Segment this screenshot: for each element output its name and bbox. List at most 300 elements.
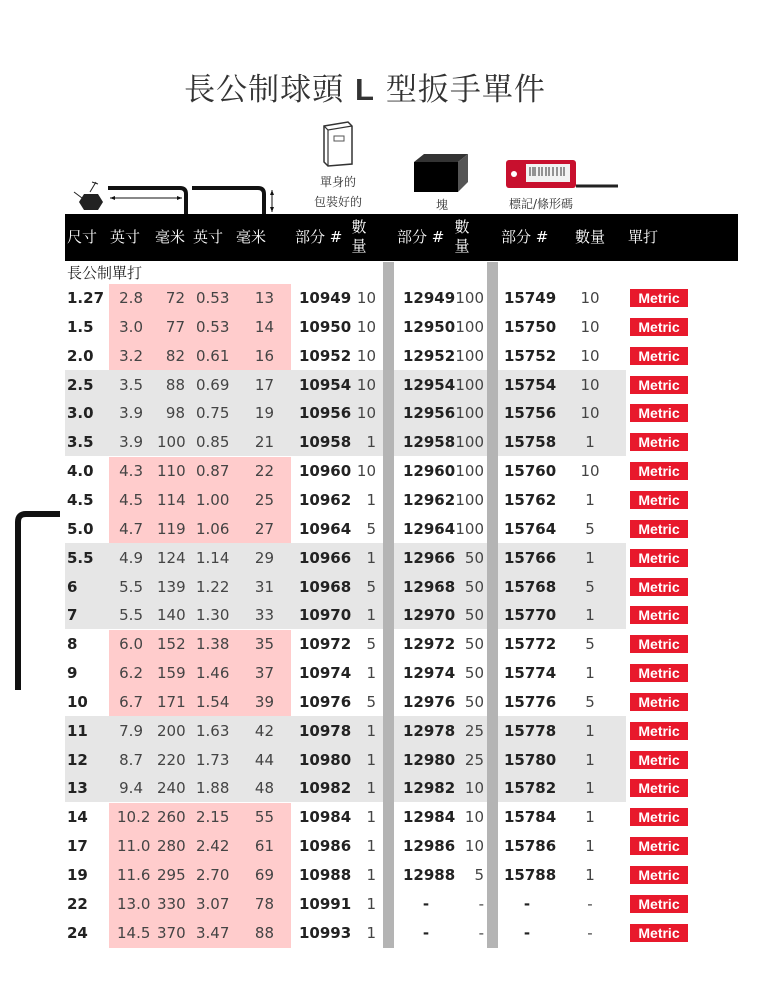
- mm-cell: 37: [254, 664, 274, 683]
- quantity-cell: 1: [585, 721, 595, 740]
- quantity-cell: 1: [366, 837, 376, 856]
- quantity-cell: -: [587, 894, 593, 913]
- part-number-cell: 10993: [299, 923, 352, 942]
- size-cell: 13: [67, 779, 88, 798]
- mm-cell: 88: [254, 923, 274, 942]
- part-number-cell: 10952: [299, 346, 352, 365]
- table-row: [0, 515, 770, 543]
- size-cell: 5.5: [67, 548, 94, 567]
- part-number-cell: 12958: [403, 433, 456, 452]
- part-number-cell: 10984: [299, 808, 352, 827]
- mm-cell: 152: [157, 635, 186, 654]
- part-number-cell: 10982: [299, 779, 352, 798]
- quantity-cell: 1: [585, 606, 595, 625]
- table-row: [0, 457, 770, 485]
- inch-cell: 14.5: [117, 923, 151, 942]
- single-package-caption: 單身的 包裝好的: [313, 175, 362, 209]
- quantity-cell: 10: [356, 317, 376, 336]
- quantity-cell: 100: [455, 519, 484, 538]
- mm-cell: 100: [157, 433, 186, 452]
- quantity-cell: 10: [580, 346, 600, 365]
- part-number-cell: 10991: [299, 894, 352, 913]
- quantity-cell: 1: [366, 779, 376, 798]
- part-number-cell: 12950: [403, 317, 456, 336]
- quantity-cell: 10: [580, 375, 600, 394]
- part-number-cell: 12954: [403, 375, 456, 394]
- quantity-cell: 1: [585, 750, 595, 769]
- mm-cell: 39: [254, 692, 274, 711]
- header-inch-2: 英寸: [193, 228, 224, 246]
- part-number-cell: 15752: [504, 346, 557, 365]
- inch-cell: 1.06: [196, 519, 230, 538]
- part-number-cell: 15749: [504, 289, 557, 307]
- mm-cell: 140: [157, 606, 186, 625]
- part-number-cell: 10956: [299, 404, 352, 423]
- part-number-cell: -: [523, 923, 531, 942]
- page-title: 長公制球頭 L 型扳手單件: [184, 72, 546, 108]
- part-number-cell: 10960: [299, 462, 352, 481]
- quantity-cell: 1: [366, 490, 376, 509]
- inch-cell: 0.53: [196, 317, 230, 336]
- metric-badge: Metric: [630, 520, 688, 538]
- mm-cell: 69: [254, 866, 274, 884]
- part-number-cell: 12956: [403, 404, 456, 423]
- inch-cell: 1.38: [196, 635, 230, 654]
- part-number-cell: 15760: [504, 462, 557, 481]
- metric-badge: Metric: [630, 837, 688, 855]
- barcode-label-icon: [504, 158, 620, 194]
- metric-badge: Metric: [630, 347, 688, 365]
- quantity-cell: 5: [366, 577, 376, 596]
- quantity-cell: 50: [464, 692, 484, 711]
- table-row: [0, 428, 770, 456]
- part-number-cell: 12986: [403, 837, 456, 856]
- inch-cell: 11.6: [117, 866, 151, 884]
- part-number-cell: 12964: [403, 519, 456, 538]
- inch-cell: 1.54: [196, 692, 230, 711]
- inch-cell: 1.46: [196, 664, 230, 683]
- mm-cell: 31: [254, 577, 274, 596]
- inch-cell: 0.69: [196, 375, 230, 394]
- inch-cell: 2.70: [196, 866, 230, 884]
- table-header: [65, 214, 738, 261]
- metric-badge: Metric: [630, 491, 688, 509]
- mm-cell: 88: [165, 375, 185, 394]
- quantity-cell: 1: [585, 779, 595, 798]
- mm-cell: 29: [254, 548, 274, 567]
- inch-cell: 1.73: [196, 750, 230, 769]
- inch-cell: 11.0: [117, 837, 151, 856]
- part-number-cell: 15788: [504, 866, 557, 884]
- part-number-cell: 15774: [504, 664, 557, 683]
- quantity-cell: 1: [585, 808, 595, 827]
- mm-cell: 33: [254, 606, 274, 625]
- part-number-cell: 15770: [504, 606, 557, 625]
- quantity-cell: 100: [455, 490, 484, 509]
- table-row: [0, 890, 770, 918]
- header-qty-1: 數 量: [351, 218, 367, 255]
- mm-cell: 25: [254, 490, 274, 509]
- mm-cell: 44: [254, 750, 274, 769]
- mm-cell: 21: [254, 433, 274, 452]
- table-row: [0, 746, 770, 774]
- quantity-cell: 50: [464, 606, 484, 625]
- part-number-cell: 10954: [299, 375, 352, 394]
- mm-cell: 17: [254, 375, 274, 394]
- part-number-cell: 10966: [299, 548, 352, 567]
- mm-cell: 119: [157, 519, 186, 538]
- mm-cell: 42: [254, 721, 274, 740]
- mm-cell: 82: [165, 346, 185, 365]
- metric-badge: Metric: [630, 664, 688, 682]
- quantity-cell: 1: [366, 894, 376, 913]
- inch-cell: 0.75: [196, 404, 230, 423]
- size-cell: 17: [67, 837, 88, 856]
- size-cell: 7: [67, 606, 78, 625]
- part-number-cell: 15772: [504, 635, 557, 654]
- part-number-cell: 12972: [403, 635, 456, 654]
- size-cell: 2.5: [67, 375, 94, 394]
- mm-cell: 330: [157, 894, 186, 913]
- quantity-cell: 10: [464, 837, 484, 856]
- metric-badge: Metric: [630, 693, 688, 711]
- single-package-icon: [318, 120, 356, 168]
- table-row: [0, 861, 770, 889]
- part-number-cell: 15786: [504, 837, 557, 856]
- mm-cell: 280: [157, 837, 186, 856]
- quantity-cell: 1: [585, 548, 595, 567]
- inch-cell: 1.63: [196, 721, 230, 740]
- part-number-cell: 10970: [299, 606, 352, 625]
- part-number-cell: 12974: [403, 664, 456, 683]
- part-number-cell: 12952: [403, 346, 456, 365]
- quantity-cell: 1: [585, 837, 595, 856]
- size-cell: 9: [67, 664, 78, 683]
- mm-cell: 260: [157, 808, 186, 827]
- quantity-cell: 5: [585, 519, 595, 538]
- part-number-cell: 10978: [299, 721, 352, 740]
- quantity-cell: 5: [585, 577, 595, 596]
- size-cell: 1.5: [67, 317, 94, 336]
- part-number-cell: 10964: [299, 519, 352, 538]
- size-cell: 14: [67, 808, 88, 827]
- header-part-1: 部分 #: [295, 228, 343, 246]
- block-package-icon: [412, 152, 470, 194]
- header-size: 尺寸: [67, 228, 98, 246]
- quantity-cell: 100: [455, 346, 484, 365]
- header-mm-1: 毫米: [155, 228, 186, 246]
- header-part-2: 部分 #: [397, 228, 445, 246]
- section-label: 長公制單打: [67, 264, 143, 282]
- table-row: [0, 399, 770, 427]
- metric-badge: Metric: [630, 895, 688, 913]
- part-number-cell: 10986: [299, 837, 352, 856]
- size-cell: 11: [67, 721, 88, 740]
- part-number-cell: 12978: [403, 721, 456, 740]
- inch-cell: 0.87: [196, 462, 230, 481]
- part-number-cell: 12988: [403, 866, 456, 884]
- table-row: [0, 371, 770, 399]
- quantity-cell: 1: [585, 433, 595, 452]
- quantity-cell: 5: [585, 692, 595, 711]
- inch-cell: 2.15: [196, 808, 230, 827]
- mm-cell: 55: [254, 808, 274, 827]
- part-number-cell: 10950: [299, 317, 352, 336]
- quantity-cell: 1: [366, 866, 376, 884]
- size-cell: 6: [67, 577, 78, 596]
- inch-cell: 3.9: [119, 404, 143, 423]
- size-cell: 19: [67, 866, 88, 884]
- table-row: [0, 832, 770, 860]
- mm-cell: 370: [157, 923, 186, 942]
- table-row: [0, 342, 770, 370]
- inch-cell: 6.0: [119, 635, 143, 654]
- part-number-cell: 12984: [403, 808, 456, 827]
- part-number-cell: 10980: [299, 750, 352, 769]
- quantity-cell: 10: [464, 779, 484, 798]
- part-number-cell: -: [523, 894, 531, 913]
- table-row: [0, 544, 770, 572]
- table-row: [0, 284, 770, 312]
- mm-cell: 110: [157, 462, 186, 481]
- inch-cell: 4.5: [119, 490, 143, 509]
- quantity-cell: 1: [366, 750, 376, 769]
- part-number-cell: 10949: [299, 289, 352, 307]
- metric-badge: Metric: [630, 635, 688, 653]
- quantity-cell: 10: [356, 289, 376, 307]
- mm-cell: 19: [254, 404, 274, 423]
- part-number-cell: -: [422, 923, 430, 942]
- quantity-cell: 1: [366, 721, 376, 740]
- part-number-cell: 15762: [504, 490, 557, 509]
- part-number-cell: 12966: [403, 548, 456, 567]
- part-number-cell: 10976: [299, 692, 352, 711]
- metric-badge: Metric: [630, 808, 688, 826]
- size-cell: 2.0: [67, 346, 94, 365]
- inch-cell: 3.0: [119, 317, 143, 336]
- mm-cell: 98: [165, 404, 185, 423]
- table-row: [0, 688, 770, 716]
- quantity-cell: 25: [464, 750, 484, 769]
- size-cell: 4.5: [67, 490, 94, 509]
- part-number-cell: 10974: [299, 664, 352, 683]
- inch-cell: 4.7: [119, 519, 143, 538]
- part-number-cell: 12962: [403, 490, 456, 509]
- quantity-cell: 1: [585, 866, 595, 884]
- header-single: 單打: [628, 228, 659, 246]
- metric-badge: Metric: [630, 866, 688, 884]
- quantity-cell: 50: [464, 664, 484, 683]
- metric-badge: Metric: [630, 404, 688, 422]
- quantity-cell: 5: [474, 866, 484, 884]
- quantity-cell: 1: [366, 433, 376, 452]
- quantity-cell: 50: [464, 548, 484, 567]
- inch-cell: 0.61: [196, 346, 230, 365]
- mm-cell: 124: [157, 548, 186, 567]
- part-number-cell: 12982: [403, 779, 456, 798]
- metric-badge: Metric: [630, 376, 688, 394]
- part-number-cell: 10962: [299, 490, 352, 509]
- size-cell: 1.27: [67, 289, 105, 307]
- quantity-cell: 10: [580, 404, 600, 423]
- inch-cell: 6.2: [119, 664, 143, 683]
- inch-cell: 5.5: [119, 606, 143, 625]
- barcode-caption: 標記/條形碼: [508, 197, 574, 211]
- quantity-cell: 1: [585, 664, 595, 683]
- header-part-3: 部分 #: [501, 228, 549, 246]
- quantity-cell: 10: [464, 808, 484, 827]
- inch-cell: 1.22: [196, 577, 230, 596]
- part-number-cell: 15756: [504, 404, 557, 423]
- inch-cell: 2.8: [119, 289, 143, 307]
- quantity-cell: 1: [366, 808, 376, 827]
- inch-cell: 5.5: [119, 577, 143, 596]
- quantity-cell: 100: [455, 433, 484, 452]
- inch-cell: 9.4: [119, 779, 143, 798]
- quantity-cell: 5: [585, 635, 595, 654]
- quantity-cell: 10: [356, 375, 376, 394]
- inch-cell: 1.00: [196, 490, 230, 509]
- table-row: [0, 601, 770, 629]
- quantity-cell: 10: [356, 404, 376, 423]
- size-cell: 24: [67, 923, 88, 942]
- table-row: [0, 717, 770, 745]
- part-number-cell: 10988: [299, 866, 352, 884]
- part-number-cell: 15776: [504, 692, 557, 711]
- table-row: [0, 313, 770, 341]
- mm-cell: 13: [254, 289, 274, 307]
- short-arm-dimension-icon: [192, 184, 278, 214]
- metric-badge: Metric: [630, 924, 688, 942]
- metric-badge: Metric: [630, 549, 688, 567]
- part-number-cell: 15780: [504, 750, 557, 769]
- metric-badge: Metric: [630, 779, 688, 797]
- inch-cell: 0.53: [196, 289, 230, 307]
- quantity-cell: 50: [464, 635, 484, 654]
- inch-cell: 1.14: [196, 548, 230, 567]
- part-number-cell: 12968: [403, 577, 456, 596]
- mm-cell: 35: [254, 635, 274, 654]
- inch-cell: 2.42: [196, 837, 230, 856]
- inch-cell: 3.2: [119, 346, 143, 365]
- quantity-cell: 50: [464, 577, 484, 596]
- size-cell: 3.0: [67, 404, 94, 423]
- size-cell: 10: [67, 692, 88, 711]
- quantity-cell: 1: [366, 664, 376, 683]
- part-number-cell: 15766: [504, 548, 557, 567]
- mm-cell: 16: [254, 346, 274, 365]
- table-row: [0, 573, 770, 601]
- inch-cell: 3.9: [119, 433, 143, 452]
- inch-cell: 1.88: [196, 779, 230, 798]
- metric-badge: Metric: [630, 578, 688, 596]
- table-row: [0, 630, 770, 658]
- mm-cell: 77: [165, 317, 185, 336]
- mm-cell: 159: [157, 664, 186, 683]
- part-number-cell: 12949: [403, 289, 456, 307]
- metric-badge: Metric: [630, 751, 688, 769]
- table-row: [0, 919, 770, 947]
- hex-ball-end-icon: [68, 178, 108, 214]
- part-number-cell: 15750: [504, 317, 557, 336]
- inch-cell: 8.7: [119, 750, 143, 769]
- quantity-cell: 100: [455, 462, 484, 481]
- mm-cell: 114: [157, 490, 186, 509]
- part-number-cell: 15782: [504, 779, 557, 798]
- part-number-cell: 15754: [504, 375, 557, 394]
- inch-cell: 3.47: [196, 923, 230, 942]
- mm-cell: 240: [157, 779, 186, 798]
- mm-cell: 27: [254, 519, 274, 538]
- inch-cell: 13.0: [117, 894, 151, 913]
- mm-cell: 48: [254, 779, 274, 798]
- inch-cell: 3.07: [196, 894, 230, 913]
- part-number-cell: 15784: [504, 808, 557, 827]
- size-cell: 4.0: [67, 462, 94, 481]
- mm-cell: 61: [254, 837, 274, 856]
- inch-cell: 10.2: [117, 808, 151, 827]
- mm-cell: 78: [254, 894, 274, 913]
- block-caption: 塊: [435, 198, 448, 212]
- quantity-cell: 100: [455, 289, 484, 307]
- quantity-cell: 10: [356, 462, 376, 481]
- quantity-cell: -: [587, 923, 593, 942]
- quantity-cell: 100: [455, 375, 484, 394]
- metric-badge: Metric: [630, 433, 688, 451]
- mm-cell: 220: [157, 750, 186, 769]
- part-number-cell: 12970: [403, 606, 456, 625]
- table-row: [0, 486, 770, 514]
- part-number-cell: 10972: [299, 635, 352, 654]
- mm-cell: 200: [157, 721, 186, 740]
- part-number-cell: 12980: [403, 750, 456, 769]
- quantity-cell: 5: [366, 692, 376, 711]
- quantity-cell: 1: [366, 548, 376, 567]
- inch-cell: 6.7: [119, 692, 143, 711]
- header-inch-1: 英寸: [110, 228, 141, 246]
- mm-cell: 139: [157, 577, 186, 596]
- part-number-cell: 10958: [299, 433, 352, 452]
- inch-cell: 7.9: [119, 721, 143, 740]
- part-number-cell: 15758: [504, 433, 557, 452]
- size-cell: 3.5: [67, 433, 94, 452]
- quantity-cell: 1: [585, 490, 595, 509]
- quantity-cell: 5: [366, 635, 376, 654]
- quantity-cell: 25: [464, 721, 484, 740]
- quantity-cell: 1: [366, 606, 376, 625]
- metric-badge: Metric: [630, 462, 688, 480]
- long-arm-dimension-icon: [108, 184, 190, 214]
- quantity-cell: 1: [366, 923, 376, 942]
- table-row: [0, 659, 770, 687]
- metric-badge: Metric: [630, 722, 688, 740]
- header-mm-2: 毫米: [236, 228, 267, 246]
- quantity-cell: 100: [455, 317, 484, 336]
- part-number-cell: -: [422, 894, 430, 913]
- part-number-cell: 12976: [403, 692, 456, 711]
- mm-cell: 295: [157, 866, 186, 884]
- metric-badge: Metric: [630, 318, 688, 336]
- header-qty-3: 數量: [575, 228, 606, 246]
- part-number-cell: 15778: [504, 721, 557, 740]
- quantity-cell: 10: [580, 289, 600, 307]
- part-number-cell: 10968: [299, 577, 352, 596]
- inch-cell: 1.30: [196, 606, 230, 625]
- quantity-cell: 100: [455, 404, 484, 423]
- table-row: [0, 803, 770, 831]
- mm-cell: 72: [165, 289, 185, 307]
- inch-cell: 4.3: [119, 462, 143, 481]
